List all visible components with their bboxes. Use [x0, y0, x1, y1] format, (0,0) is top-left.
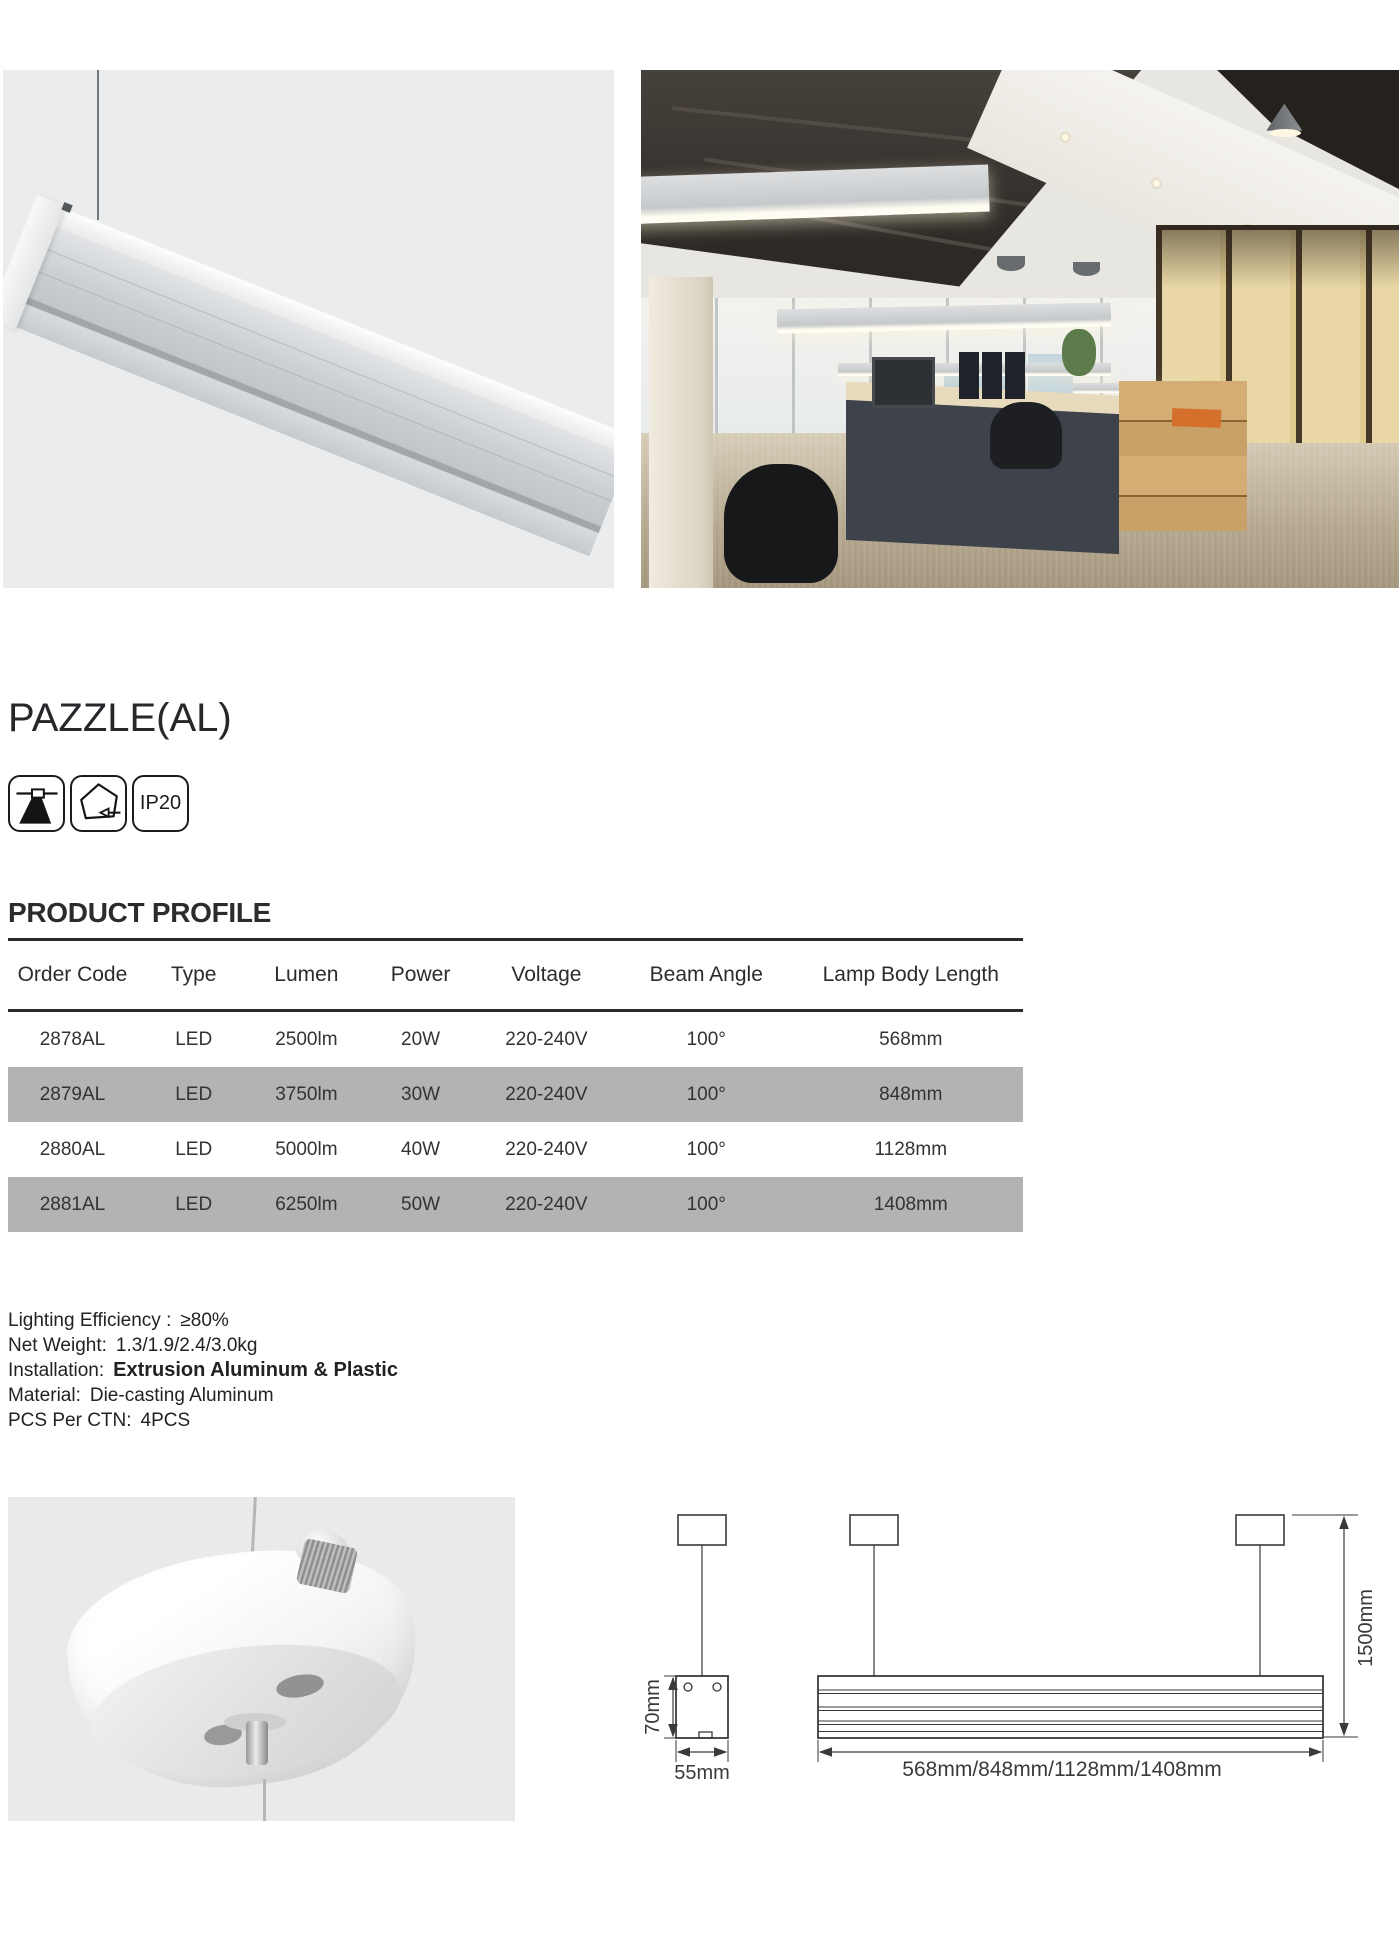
cell-order-code: 2881AL — [39, 1193, 106, 1215]
product-table — [8, 1012, 1023, 1232]
indoor-use-icon — [70, 775, 127, 832]
cell-beam-angle: 100° — [686, 1028, 726, 1050]
table-row — [8, 1177, 1023, 1232]
spec-label: Installation: — [8, 1360, 105, 1381]
desk-partition — [846, 400, 1119, 554]
spec-label: Net Weight: — [8, 1335, 107, 1356]
table-row — [8, 1122, 1023, 1177]
col-header-power: Power — [390, 963, 451, 986]
wooden-cabinet — [1119, 381, 1248, 531]
cell-beam-angle: 100° — [686, 1193, 726, 1215]
screw-hole — [684, 1683, 692, 1691]
feature-icons — [8, 775, 189, 832]
spec-value: 4PCS — [140, 1410, 191, 1431]
cell-beam-angle: 100° — [686, 1138, 726, 1160]
bottom-notch — [699, 1732, 712, 1738]
pendant-stem — [1284, 70, 1286, 106]
cell-power: 40W — [401, 1138, 441, 1160]
cell-power: 20W — [401, 1028, 441, 1050]
cell-lumen: 5000lm — [275, 1138, 338, 1160]
cell-length: 1128mm — [874, 1138, 948, 1160]
downlight-icon — [1149, 176, 1164, 191]
cell-type: LED — [175, 1193, 213, 1215]
office-chair — [990, 402, 1062, 469]
cell-length: 848mm — [879, 1083, 943, 1105]
office-application-photo — [641, 70, 1399, 588]
ceiling-duct — [765, 207, 1124, 274]
computer-monitor — [872, 357, 935, 407]
section-heading: PRODUCT PROFILE — [8, 897, 272, 928]
spec-installation — [8, 1358, 398, 1383]
cell-beam-angle: 100° — [686, 1083, 726, 1105]
drawing-geometry — [664, 1515, 1358, 1762]
panel-seam — [12, 261, 611, 501]
table-row — [8, 1012, 1023, 1067]
cell-lumen: 2500lm — [275, 1028, 338, 1050]
cell-order-code: 2878AL — [39, 1028, 106, 1050]
spec-value: Extrusion Aluminum & Plastic — [113, 1359, 398, 1381]
binder — [959, 352, 979, 399]
suspension-cable — [263, 1779, 266, 1821]
dimension-drawing — [520, 1490, 1399, 1880]
canopy-detail-photo — [8, 1497, 515, 1821]
cell-power: 50W — [401, 1193, 441, 1215]
cell-voltage: 220-240V — [505, 1193, 588, 1215]
cell-length: 1408mm — [873, 1193, 948, 1215]
cell-type: LED — [175, 1028, 213, 1050]
col-header-beam-angle: Beam Angle — [649, 963, 763, 986]
cable-gland — [246, 1721, 268, 1765]
screw-hole — [713, 1683, 721, 1691]
dim-label-width: 55mm — [674, 1762, 730, 1784]
interior-column — [649, 277, 713, 588]
col-header-voltage: Voltage — [511, 963, 582, 986]
table-header-row — [8, 941, 1023, 1009]
binder — [1005, 352, 1025, 399]
office-glass-shadow — [1156, 225, 1399, 287]
page-title: PAZZLE(AL) — [8, 696, 232, 740]
pendant-beam-glyph — [11, 778, 63, 830]
spec-label: Material: — [8, 1385, 81, 1406]
pendant-beam-icon — [8, 775, 65, 832]
indoor-use-glyph — [73, 778, 125, 830]
binder — [982, 352, 1002, 399]
dim-label-height: 70mm — [642, 1679, 664, 1735]
cell-order-code: 2879AL — [39, 1083, 106, 1105]
cell-voltage: 220-240V — [505, 1138, 588, 1160]
table-row — [8, 1067, 1023, 1122]
office-chair — [724, 464, 838, 583]
dim-label-lengths: 568mm/848mm/1128mm/1408mm — [902, 1758, 1222, 1781]
product-render-image — [3, 70, 614, 588]
spec-pcs-per-ctn — [8, 1408, 398, 1433]
cell-lumen: 3750lm — [275, 1083, 338, 1105]
spec-value: ≥80% — [180, 1310, 229, 1331]
cell-lumen: 6250lm — [275, 1193, 338, 1215]
dome-pendant-lamp — [1073, 262, 1100, 277]
cell-type: LED — [175, 1083, 213, 1105]
ip-rating-badge — [132, 775, 189, 832]
suspension-cable — [97, 70, 99, 220]
dim-label-suspension: 1500mm — [1355, 1589, 1377, 1667]
cell-order-code: 2880AL — [39, 1138, 106, 1160]
ceiling-box — [1236, 1515, 1284, 1545]
plant — [1062, 329, 1096, 376]
spec-material — [8, 1383, 398, 1408]
cell-type: LED — [175, 1138, 213, 1160]
dome-pendant-lamp — [997, 256, 1024, 271]
luminaire-front-face — [3, 217, 614, 527]
spec-label: PCS Per CTN: — [8, 1410, 132, 1431]
downlight-icon — [1058, 130, 1073, 145]
col-header-lamp-body-length: Lamp Body Length — [822, 963, 999, 986]
cell-voltage: 220-240V — [505, 1028, 588, 1050]
pendant-glow — [1269, 129, 1301, 137]
col-header-lumen: Lumen — [274, 963, 339, 986]
cell-power: 30W — [401, 1083, 441, 1105]
spec-label: Lighting Efficiency : — [8, 1310, 172, 1331]
ip-rating-label: IP20 — [139, 792, 182, 814]
linear-luminaire-render — [3, 198, 614, 556]
col-header-type: Type — [170, 963, 217, 986]
cell-voltage: 220-240V — [505, 1083, 588, 1105]
spec-list — [8, 1308, 398, 1433]
cell-length: 568mm — [879, 1028, 943, 1050]
col-header-order-code: Order Code — [17, 963, 128, 986]
spec-value: 1.3/1.9/2.4/3.0kg — [115, 1335, 258, 1356]
spec-net-weight — [8, 1333, 398, 1358]
spec-lighting-efficiency — [8, 1308, 398, 1333]
spec-value: Die-casting Aluminum — [89, 1385, 274, 1406]
ceiling-box — [678, 1515, 726, 1545]
orange-binder — [1171, 408, 1221, 427]
ceiling-box — [850, 1515, 898, 1545]
